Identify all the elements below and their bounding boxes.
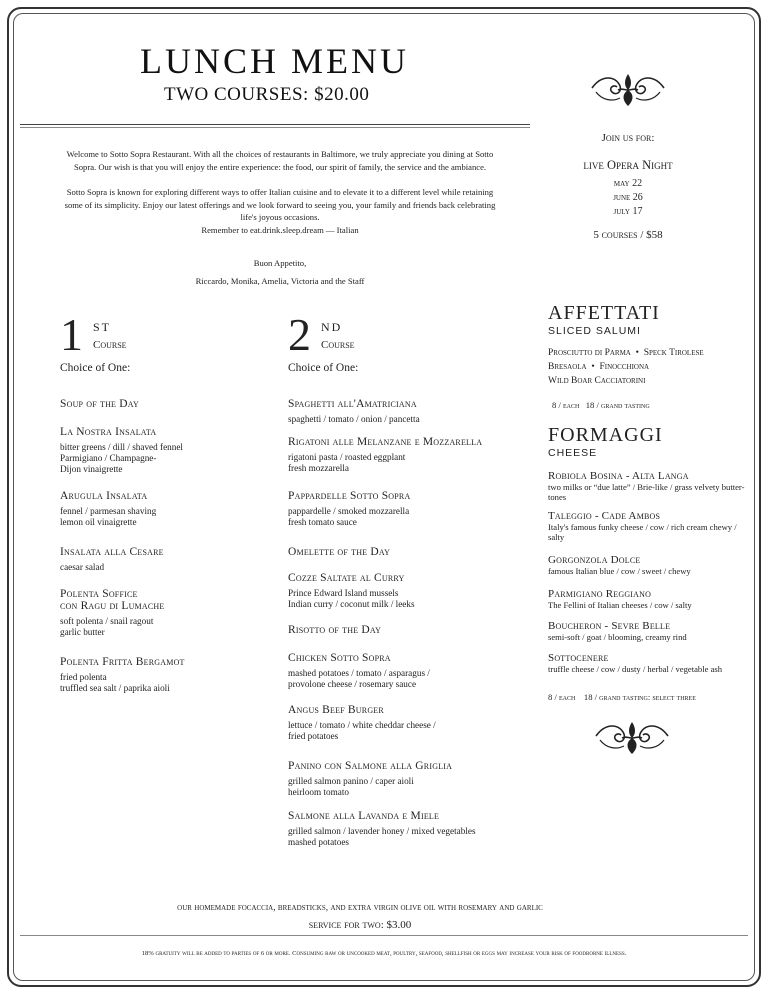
dish-name: La Nostra Insalata [60, 426, 157, 438]
course2-choice: Choice of One: [288, 362, 359, 374]
cheese-item [548, 554, 748, 576]
cheese-item [548, 620, 748, 642]
formaggi-title: FORMAGGI [548, 424, 663, 446]
dish-description: rigatoni pasta / roasted eggplant fresh mozzarella [288, 452, 406, 473]
course2-header [288, 309, 355, 360]
dish-name: Cozze Saltate al Curry [288, 572, 405, 584]
affettati-price: 8 / each 18 / grand tasting [552, 400, 650, 410]
cheese-item [548, 588, 748, 610]
course-word: Course [321, 339, 355, 351]
dish-item [288, 398, 538, 425]
dish-name: Pappardelle Sotto Sopra [288, 490, 411, 502]
dish-description: bitter greens / dill / shaved fennel Parmigiano / Champagne- Dijon vinaigrette [60, 442, 183, 474]
dish-description: fennel / parmesan shaving lemon oil vinaigrette [60, 506, 157, 527]
course-word: Course [93, 339, 127, 351]
salumi-line: Bresaola • Finocchiona [548, 362, 650, 372]
dish-name: Insalata alla Cesare [60, 546, 164, 558]
opera-night-box [548, 132, 708, 241]
affettati-header [548, 302, 660, 337]
dish-description: spaghetti / tomato / onion / pancetta [288, 414, 420, 424]
dish-name: Polenta Fritta Bergamot [60, 656, 185, 668]
welcome-text [60, 148, 500, 250]
dish-name: Panino con Salmone alla Griglia [288, 760, 453, 772]
dish-item [288, 624, 538, 640]
affettati-title: AFFETTATI [548, 302, 660, 324]
dish-name: Chicken Sotto Sopra [288, 652, 391, 664]
dish-name: Spaghetti all'Amatriciana [288, 398, 417, 410]
signoff-greeting: Buon Appetito, [253, 258, 307, 268]
dish-description: soft polenta / snail ragout garlic butter [60, 616, 154, 637]
dish-description: Prince Edward Island mussels Indian curry / coconut milk / leeks [288, 588, 415, 609]
dish-description: caesar salad [60, 562, 105, 572]
course-suffix: ND [321, 320, 343, 334]
course-label [93, 320, 127, 351]
salumi-line: Prosciutto di Parma • Speck Tirolese [548, 348, 704, 358]
cheese-item [548, 470, 748, 502]
salumi-item: Prosciutto di Parma [548, 348, 631, 358]
dish-item [288, 546, 538, 562]
opera-date: june 26 [613, 192, 643, 203]
dish-name: Angus Beef Burger [288, 704, 384, 716]
flourish-ornament-icon [588, 68, 668, 110]
divider [20, 127, 530, 128]
dish-item [60, 656, 270, 694]
dish-item [288, 436, 538, 474]
dish-description: mashed potatoes / tomato / asparagus / provolone cheese / rosemary sauce [288, 668, 430, 689]
course-suffix: ST [93, 320, 112, 334]
page-subtitle: TWO COURSES: $20.00 [164, 84, 370, 105]
dish-description: pappardelle / smoked mozzarella fresh tomato sauce [288, 506, 410, 527]
opera-price: 5 courses / $58 [593, 229, 663, 241]
dish-name: Polenta Soffice con Ragu di Lumache [60, 588, 165, 612]
cheese-description: famous Italian blue / cow / sweet / chewy [548, 566, 691, 576]
opera-join: Join us for: [601, 132, 655, 144]
dish-item [288, 490, 538, 528]
formaggi-price: 8 / each 18 / grand tasting: select three [548, 692, 696, 702]
course-number: 2 [288, 309, 311, 360]
dish-item [288, 572, 538, 610]
cheese-name: Gorgonzola Dolce [548, 554, 641, 566]
dish-name: Omelette of the Day [288, 546, 391, 558]
salumi-line [548, 374, 748, 388]
divider [20, 935, 748, 936]
course1-choice: Choice of One: [60, 362, 131, 374]
cheese-name: Taleggio - Cade Ambos [548, 510, 661, 522]
opera-date: may 22 [613, 178, 643, 189]
focaccia-text: our homemade focaccia, breadsticks, and extra virgin olive oil with rosemary and garlic [177, 903, 543, 913]
cheese-item [548, 510, 748, 542]
course-label [321, 320, 355, 351]
dish-item [60, 588, 270, 638]
opera-event: live Opera Night [583, 158, 673, 172]
dish-name: Arugula Insalata [60, 490, 148, 502]
dish-description: fried polenta truffled sea salt / paprika aioli [60, 672, 170, 693]
divider [20, 124, 530, 125]
affettati-subtitle: SLICED SALUMI [548, 325, 641, 337]
dish-item [288, 810, 538, 848]
page-title: LUNCH MENU [140, 41, 409, 81]
focaccia-price: service for two: $3.00 [308, 919, 412, 931]
welcome-paragraph-text: Sotto Sopra is known for exploring different ways to offer Italian cuisine and to elevate it to a different level while retaining some of its simplicity. Enjoy our latest offerings and we look forward to seeing you, your family and friends back celebrating life's joyous occasions. [64, 187, 496, 223]
dish-name: Risotto of the Day [288, 624, 382, 636]
dish-description: grilled salmon / lavender honey / mixed vegetables mashed potatoes [288, 826, 476, 847]
salumi-item: Wild Boar Cacciatorini [548, 376, 646, 386]
cheese-description: semi-soft / goat / blooming, creamy rind [548, 632, 687, 642]
dish-name: Soup of the Day [60, 398, 139, 410]
cheese-name: Sottocenere [548, 652, 609, 664]
course1-header [60, 309, 127, 360]
opera-date: july 17 [613, 206, 643, 217]
dish-item [288, 652, 538, 690]
dish-name: Salmone alla Lavanda e Miele [288, 810, 440, 822]
cheese-name: Boucheron - Sevre Belle [548, 620, 671, 632]
focaccia-note [60, 900, 660, 934]
cheese-name: Robiola Bosina - Alta Langa [548, 470, 689, 482]
signoff [60, 254, 500, 290]
cheese-item [548, 652, 748, 674]
salumi-item: Bresaola [548, 362, 587, 372]
welcome-paragraph [60, 186, 500, 236]
cheese-description: The Fellini of Italian cheeses / cow / salty [548, 600, 692, 610]
dish-item [288, 704, 538, 742]
dish-description: grilled salmon panino / caper aioli heirloom tomato [288, 776, 414, 797]
cheese-description: Italy's famous funky cheese / cow / rich cream chewy / salty [548, 522, 737, 542]
dish-item [60, 426, 270, 475]
cheese-name: Parmigiano Reggiano [548, 588, 652, 600]
signoff-names: Riccardo, Monika, Amelia, Victoria and the Staff [195, 276, 365, 286]
dish-item [60, 398, 270, 414]
welcome-paragraph: Welcome to Sotto Sopra Restaurant. With all the choices of restaurants in Baltimore, we truly appreciate you dining at Sotto Sopra. Our wish is that you will enjoy the entire experience: the food, our spirit of family, the service and the ambiance. [66, 149, 494, 172]
salumi-item: Speck Tirolese [643, 348, 704, 358]
dish-item [60, 546, 270, 573]
welcome-motto: Remember to eat.drink.sleep.dream — Italian [201, 224, 359, 235]
formaggi-header [548, 424, 663, 459]
salumi-item: Finocchiona [599, 362, 650, 372]
dish-item [288, 760, 538, 798]
footnote: 18% gratuity will be added to parties of 6 or more. Consuming raw or uncooked meat, poultry, seafood, shellfish or eggs may increase your risk of foodborne illness. [141, 950, 627, 957]
flourish-ornament-icon [592, 716, 672, 758]
dish-description: lettuce / tomato / white cheddar cheese / fried potatoes [288, 720, 436, 741]
formaggi-subtitle: CHEESE [548, 447, 598, 459]
dish-item [60, 490, 270, 528]
cheese-description: two milks or “due latte” / Brie-like / grass velvety butter-tones [548, 482, 745, 502]
salumi-list [548, 346, 748, 388]
course-number: 1 [60, 309, 83, 360]
dish-name: Rigatoni alle Melanzane e Mozzarella [288, 436, 483, 448]
cheese-description: truffle cheese / cow / dusty / herbal / vegetable ash [548, 664, 723, 674]
